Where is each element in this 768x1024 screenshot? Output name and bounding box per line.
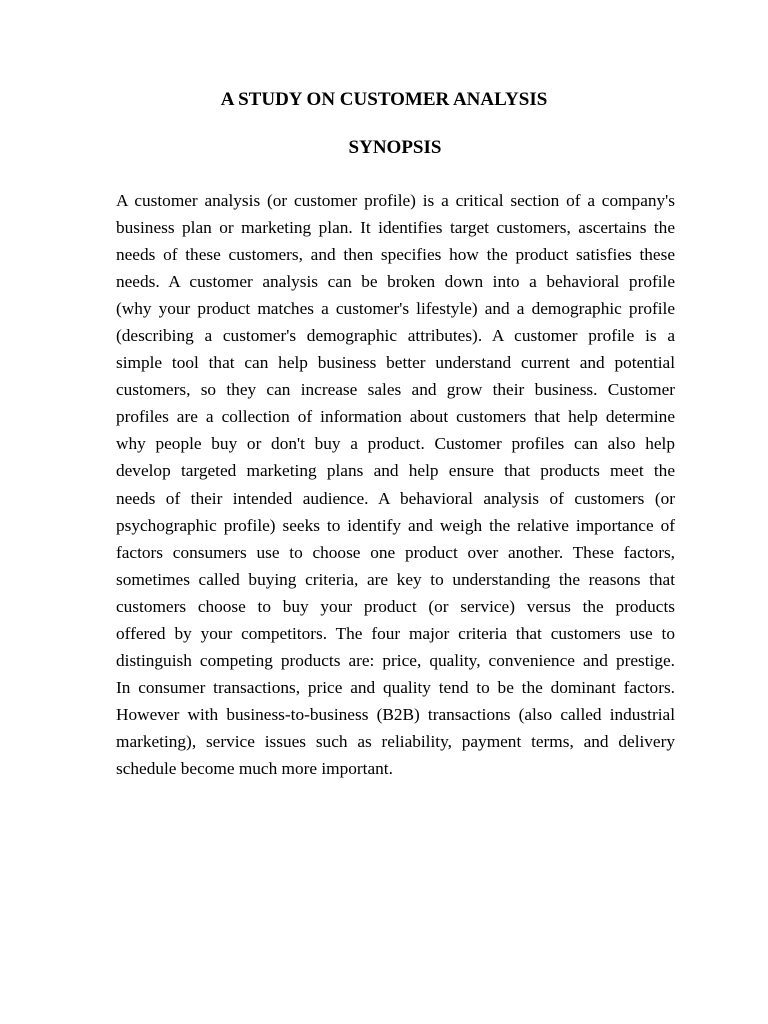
paragraph-line: customers choose to buy your product (or service) versus the products [116,596,675,616]
paragraph-line: However with business-to-business (B2B) transactions (also called industrial [116,704,675,724]
paragraph-line: psychographic profile) seeks to identify and weigh the relative importance of [116,515,675,535]
paragraph-line: simple tool that can help business better understand current and potential [116,353,675,373]
paragraph-line: marketing), service issues such as reliability, payment terms, and delivery [116,731,675,751]
paragraph-line: schedule become much more important. [116,758,393,778]
paragraph-line: customers, so they can increase sales and grow their business. Customer [116,380,675,400]
paragraph-line: profiles are a collection of information about customers that help determine [116,407,675,427]
paragraph-line: offered by your competitors. The four major criteria that customers use to [116,623,675,643]
paragraph-line: why people buy or don't buy a product. Customer profiles can also help [116,434,675,454]
paragraph-line: (why your product matches a customer's lifestyle) and a demographic profile [116,299,675,319]
paragraph-line: needs of these customers, and then specifies how the product satisfies these [116,245,675,265]
paragraph-line: develop targeted marketing plans and help ensure that products meet the [116,461,675,481]
document-subtitle: SYNOPSIS [348,137,442,158]
paragraph-line: In consumer transactions, price and quality tend to be the dominant factors. [116,677,675,697]
paragraph-line: needs of their intended audience. A behavioral analysis of customers (or [116,488,675,508]
paragraph-line: factors consumers use to choose one product over another. These factors, [116,542,675,562]
synopsis-paragraph [116,187,675,782]
paragraph-line: needs. A customer analysis can be broken down into a behavioral profile [116,272,675,292]
paragraph-line: sometimes called buying criteria, are key to understanding the reasons that [116,569,675,589]
paragraph-line: A customer analysis (or customer profile) is a critical section of a company's [116,191,675,210]
paragraph-line: distinguish competing products are: price, quality, convenience and prestige. [116,650,675,670]
document-title: A STUDY ON CUSTOMER ANALYSIS [220,89,548,110]
paragraph-line: (describing a customer's demographic attributes). A customer profile is a [116,326,675,346]
paragraph-line: business plan or marketing plan. It identifies target customers, ascertains the [116,218,675,238]
